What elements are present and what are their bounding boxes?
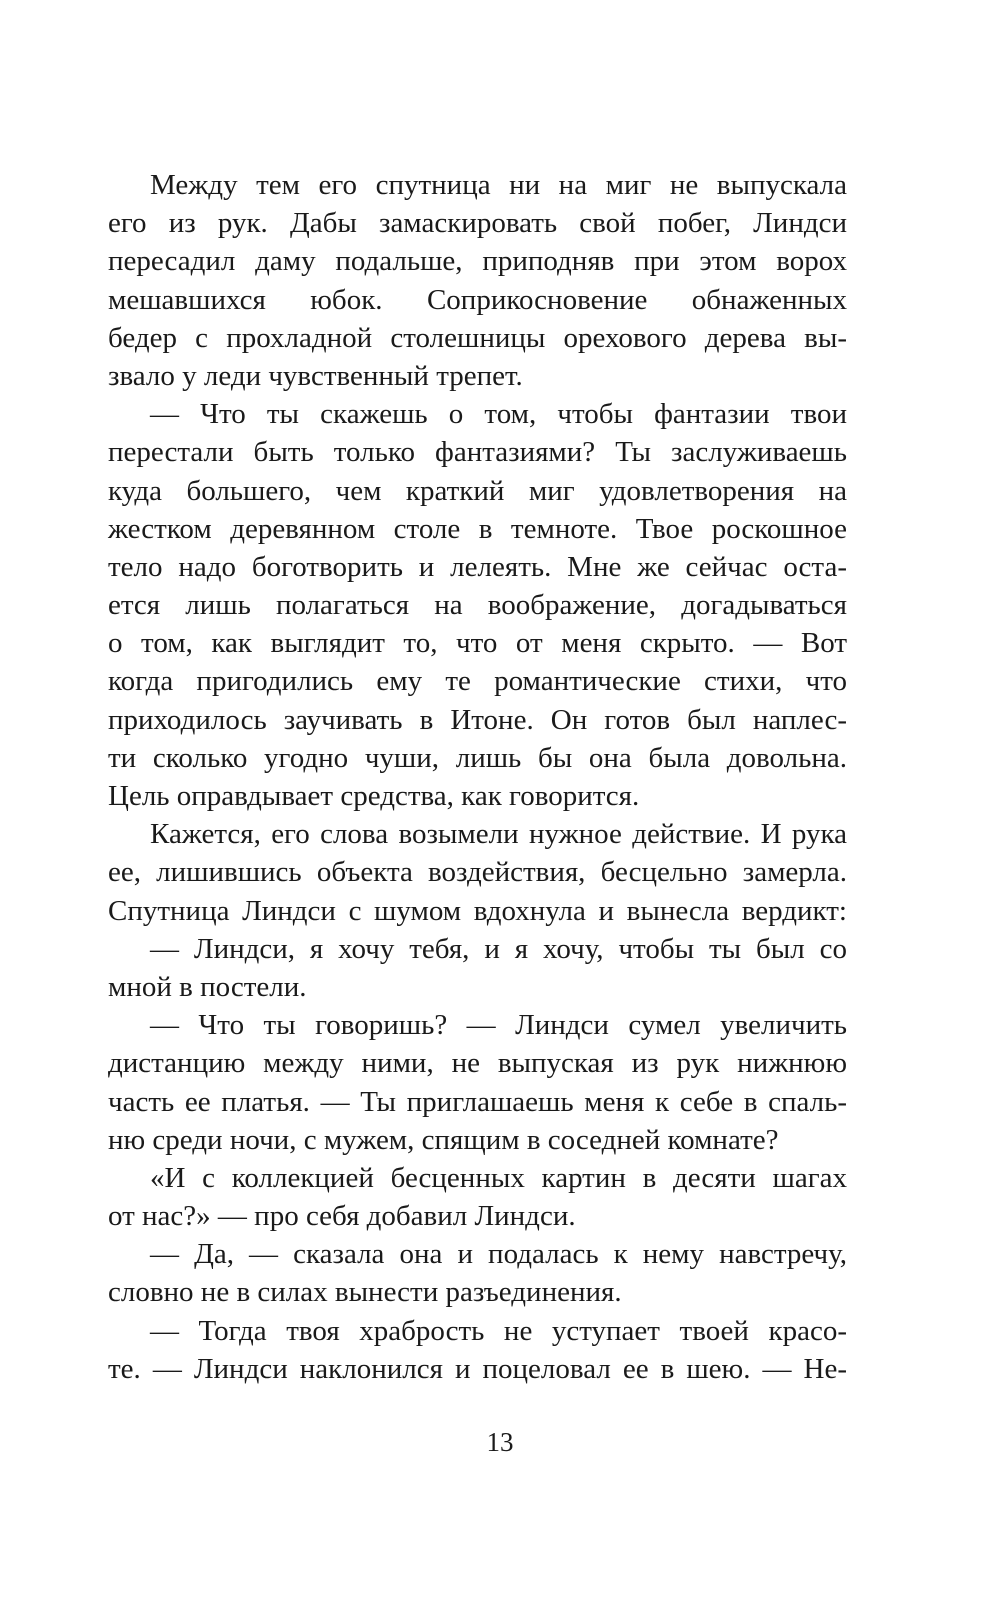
text-line: «И с коллекцией бесценных картин в десяти шагах	[150, 1161, 847, 1194]
text-line: Цель оправдывает средства, как говорится.	[108, 780, 640, 812]
text-line: ти сколько угодно чуши, лишь бы она была довольна.	[108, 741, 847, 774]
text-line: жестком деревянном столе в темноте. Твое роскошное	[108, 512, 847, 545]
text-line: бедер с прохладной столешницы орехового дерева вы-	[108, 321, 847, 354]
text-line: Спутница Линдси с шумом вдохнула и вынесла вердикт:	[108, 894, 847, 927]
text-line: ню среди ночи, с мужем, спящим в соседней комнате?	[108, 1123, 779, 1156]
text-line: — Что ты говоришь? — Линдси сумел увеличить	[150, 1009, 847, 1042]
text-line: — Да, — сказала она и подалась к нему навстречу,	[150, 1238, 847, 1271]
text-line: — Линдси, я хочу тебя, и я хочу, чтобы ты был со	[150, 932, 847, 965]
text-line: словно не в силах вынести разъединения.	[108, 1276, 622, 1309]
text-line: приходилось заучивать в Итоне. Он готов был наплес-	[108, 703, 847, 736]
text-line: куда большего, чем краткий миг удовлетворения на	[108, 474, 847, 507]
text-line: — Тогда твоя храбрость не уступает твоей красо-	[150, 1314, 847, 1347]
text-line: перестали быть только фантазиями? Ты заслуживаешь	[108, 436, 847, 469]
text-line: ется лишь полагаться на воображение, догадываться	[108, 589, 847, 622]
text-line: — Что ты скажешь о том, чтобы фантазии твои	[150, 398, 847, 431]
text-line: Кажется, его слова возымели нужное действие. И рука	[150, 818, 847, 851]
text-line: дистанцию между ними, не выпуская из рук нижнюю	[108, 1047, 847, 1080]
text-line: звало у леди чувственный трепет.	[108, 359, 523, 392]
body-text	[108, 166, 847, 1388]
text-line: ее, лишившись объекта воздействия, бесцельно замерла.	[108, 856, 847, 889]
text-line: мной в постели.	[108, 970, 307, 1003]
text-line: от нас?» — про себя добавил Линдси.	[108, 1200, 576, 1233]
text-line: часть ее платья. — Ты приглашаешь меня к себе в спаль-	[108, 1085, 847, 1118]
text-line: пересадил даму подальше, приподняв при этом ворох	[108, 245, 847, 278]
text-line: о том, как выглядит то, что от меня скрыто. — Вот	[108, 627, 847, 660]
text-line: те. — Линдси наклонился и поцеловал ее в шею. — Не-	[108, 1352, 847, 1385]
page-number: 13	[486, 1427, 514, 1457]
text-line: когда пригодились ему те романтические стихи, что	[108, 665, 847, 698]
text-line: Между тем его спутница ни на миг не выпускала	[150, 169, 847, 201]
text-line: его из рук. Дабы замаскировать свой побег, Линдси	[108, 207, 847, 240]
text-line: тело надо боготворить и лелеять. Мне же сейчас оста-	[108, 550, 847, 583]
text-line: мешавшихся юбок. Соприкосновение обнаженных	[108, 283, 847, 316]
